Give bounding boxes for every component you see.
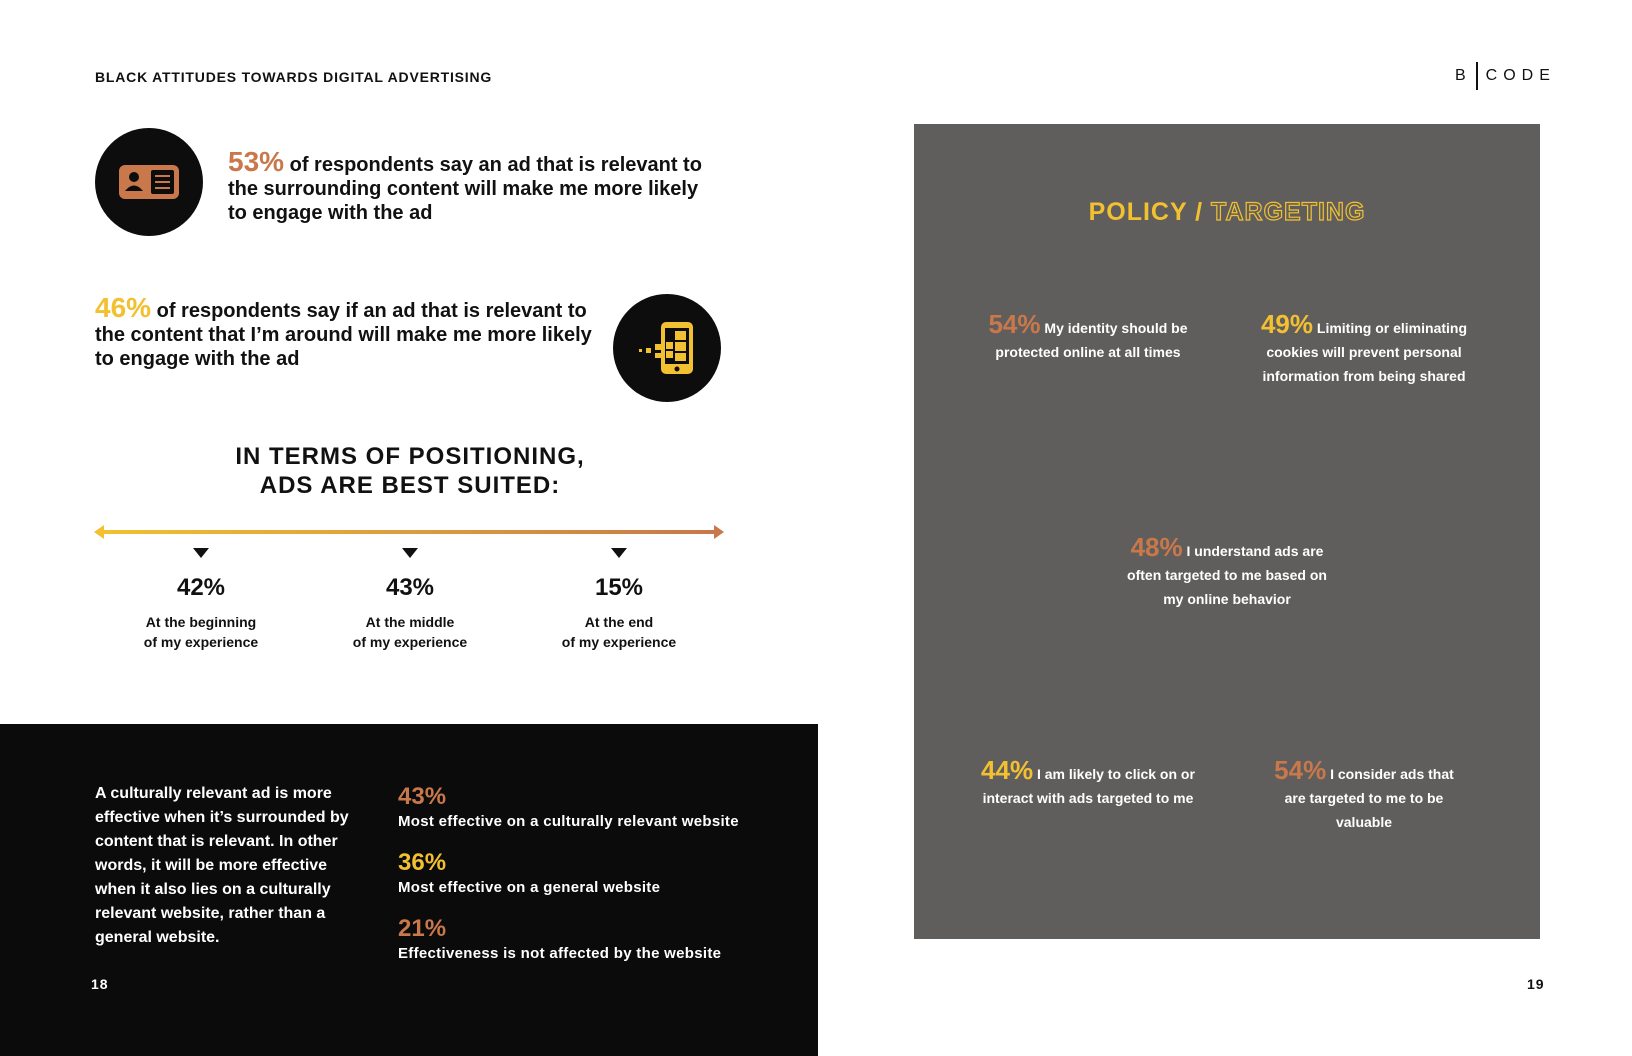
effectiveness-item xyxy=(398,850,758,896)
pointer-triangle-icon xyxy=(402,548,418,558)
effectiveness-item xyxy=(398,916,758,962)
position-label-line2: of my experience xyxy=(352,634,468,650)
policy-stat-text: Limiting or eliminating cookies will prevent personal information from being shared xyxy=(1262,320,1468,384)
pointer-triangle-icon xyxy=(193,548,209,558)
position-label-line2: of my experience xyxy=(143,634,259,650)
stat-relevant-surrounding xyxy=(228,146,718,225)
mobile-pixels-icon xyxy=(613,294,721,402)
panel-paragraph: A culturally relevant ad is more effective when it’s surrounded by content that is relevant. In other words, it will be more effective when it also lies on a culturally relevant website, rather than a general website. xyxy=(95,785,349,946)
page-number-left: 18 xyxy=(91,976,109,992)
stat-percent: 53% xyxy=(228,146,285,177)
policy-stat-percent: 48% xyxy=(1130,532,1183,562)
position-label xyxy=(529,612,709,652)
policy-stat xyxy=(1117,532,1337,611)
policy-title-solid: POLICY / xyxy=(1088,198,1204,226)
policy-stat-text: I consider ads that are targeted to me to be valuable xyxy=(1284,766,1454,830)
effectiveness-label: Effectiveness is not affected by the website xyxy=(398,945,722,962)
logo-word-code: CODE xyxy=(1485,67,1556,84)
position-label-line2: of my experience xyxy=(561,634,677,650)
position-label-line1: At the beginning xyxy=(145,614,257,630)
positioning-title-line2: ADS ARE BEST SUITED: xyxy=(259,472,561,499)
policy-stat-percent: 44% xyxy=(981,755,1034,785)
policy-title-outline: TARGETING xyxy=(1211,198,1366,226)
report-title: BLACK ATTITUDES TOWARDS DIGITAL ADVERTISING xyxy=(95,69,493,85)
policy-stat-percent: 54% xyxy=(988,309,1041,339)
stat-percent: 46% xyxy=(95,292,152,323)
effectiveness-label: Most effective on a general website xyxy=(398,879,661,896)
position-end xyxy=(529,548,709,652)
policy-stat xyxy=(978,755,1198,810)
policy-targeting-title xyxy=(914,198,1540,227)
stat-text: of respondents say if an ad that is relevant to the content that I’m around will make me more likely to engage with the ad xyxy=(95,300,592,370)
pointer-triangle-icon xyxy=(611,548,627,558)
policy-stat xyxy=(1254,309,1474,388)
position-middle xyxy=(320,548,500,652)
logo-divider xyxy=(1476,62,1478,90)
position-percent: 42% xyxy=(176,574,226,601)
position-beginning xyxy=(111,548,291,652)
position-percent: 43% xyxy=(385,574,435,601)
policy-stat-percent: 54% xyxy=(1274,755,1327,785)
effectiveness-percent: 21% xyxy=(398,915,447,942)
position-label-line1: At the middle xyxy=(365,614,455,630)
bcode-logo xyxy=(1455,62,1556,90)
effectiveness-percent: 43% xyxy=(398,783,447,810)
policy-stat-text: I understand ads are often targeted to me based on my online behavior xyxy=(1127,543,1327,607)
positioning-gradient-arrow xyxy=(94,522,724,542)
stat-relevant-content xyxy=(95,292,595,371)
policy-stat-text: I am likely to click on or interact with ads targeted to me xyxy=(982,766,1195,806)
effectiveness-percent: 36% xyxy=(398,849,447,876)
positioning-title-line1: IN TERMS OF POSITIONING, xyxy=(235,443,585,470)
policy-stat-text: My identity should be protected online at all times xyxy=(995,320,1188,360)
logo-letter-b: B xyxy=(1455,67,1472,84)
policy-stat-percent: 49% xyxy=(1260,309,1314,339)
stat-text: of respondents say an ad that is relevant to the surrounding content will make me more likely to engage with the ad xyxy=(228,154,702,224)
policy-stat xyxy=(1264,755,1464,834)
policy-stat xyxy=(968,309,1208,364)
effectiveness-item xyxy=(398,784,758,830)
effectiveness-label: Most effective on a culturally relevant website xyxy=(398,813,739,830)
position-label xyxy=(320,612,500,652)
positioning-title xyxy=(160,442,660,500)
position-percent: 15% xyxy=(594,574,644,601)
position-label xyxy=(111,612,291,652)
id-card-icon xyxy=(95,128,203,236)
position-label-line1: At the end xyxy=(584,614,654,630)
page-number-right: 19 xyxy=(1527,976,1545,992)
